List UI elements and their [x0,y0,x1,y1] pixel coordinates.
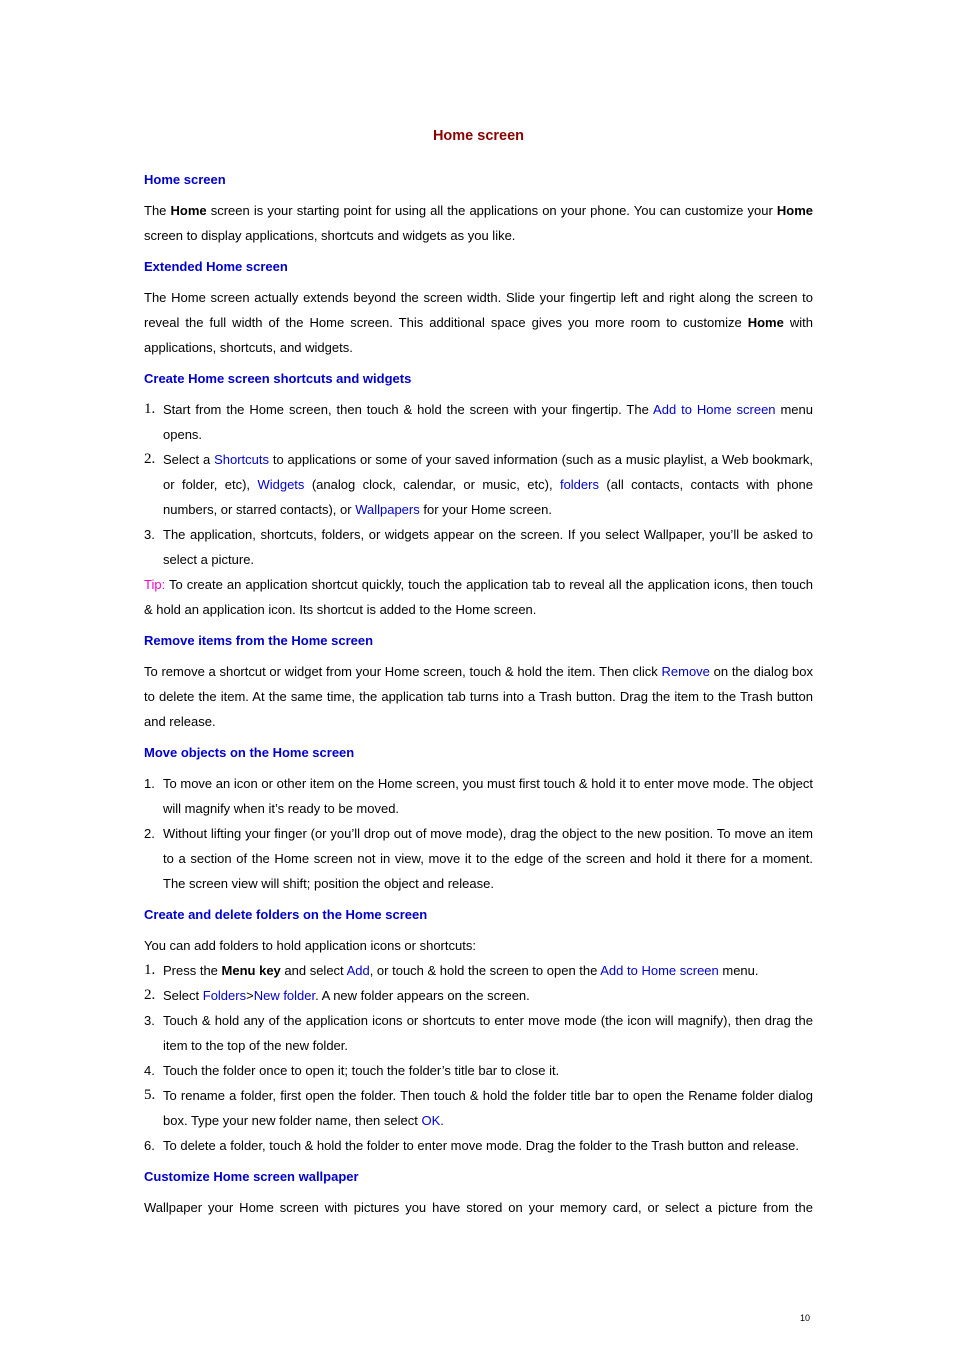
list-item [144,771,813,821]
list-number: 3. [144,527,155,542]
paragraph-folders-intro: You can add folders to hold application icons or shortcuts: [144,938,476,953]
list-number: 1. [144,401,156,417]
bold-text: Home [776,203,813,218]
section-heading-extended-home-screen: Extended Home screen [144,259,288,274]
text: . A new folder appears on the screen. [315,988,530,1003]
text: screen to display applications, shortcuts and widgets as you like. [144,228,516,243]
text: for your Home screen. [419,502,552,517]
link-remove[interactable]: Remove [661,664,710,679]
list-number: 1. [144,776,155,791]
section-heading-home-screen: Home screen [144,172,226,187]
bold-text: Home [747,315,784,330]
paragraph-customize-wallpaper: Wallpaper your Home screen with pictures you have stored on your memory card, or select a picture from the [144,1200,813,1215]
list-number: 2. [144,987,156,1003]
text: Touch the folder once to open it; touch the folder’s title bar to close it. [163,1063,560,1078]
text: To remove a shortcut or widget from your Home screen, touch & hold the item. Then click [144,664,662,679]
list-item [144,1058,813,1083]
text: screen is your starting point for using all the applications on your phone. You can customize your [206,203,777,218]
link-new-folder[interactable]: New folder [253,988,316,1003]
list-item [144,983,813,1008]
text: The application, shortcuts, folders, or widgets appear on the screen. If you select Wallpaper, you’ll be asked to select a picture. [163,527,813,567]
tip-paragraph [144,572,813,622]
list-item [144,397,813,447]
link-folders[interactable]: folders [559,477,599,492]
section-heading-remove-items: Remove items from the Home screen [144,633,374,648]
page-title: Home screen [432,128,525,144]
text: The [144,203,171,218]
text: To create an application shortcut quickly, touch the application tab to reveal all the application icons, then touch & hold an application icon. Its shortcut is added to the Home screen. [144,577,813,617]
list-number: 1. [144,962,156,978]
menu-link-add-to-home-screen[interactable]: Add to Home screen [653,402,776,417]
text: To move an icon or other item on the Home screen, you must first touch & hold it to enter move mode. The object will magnify when it’s ready to be moved. [163,776,813,816]
link-shortcuts[interactable]: Shortcuts [214,452,269,467]
bold-text: Home [170,203,207,218]
text: Start from the Home screen, then touch & hold the screen with your fingertip. The [163,402,654,417]
section-heading-create-shortcuts: Create Home screen shortcuts and widgets [144,371,412,386]
section-heading-customize-wallpaper: Customize Home screen wallpaper [144,1169,359,1184]
link-ok[interactable]: OK. [421,1113,444,1128]
list-item [144,1008,813,1058]
link-add[interactable]: Add [346,963,370,978]
list-number: 6. [144,1138,155,1153]
list-item [144,1133,813,1158]
section-heading-move-objects: Move objects on the Home screen [144,745,355,760]
link-widgets[interactable]: Widgets [257,477,305,492]
list-folders [144,958,813,1158]
text: with applications, shortcuts, and widgets. [144,315,813,355]
list-item [144,958,813,983]
list-item [144,821,813,896]
bold-text: Menu key [221,963,281,978]
section-heading-create-delete-folders: Create and delete folders on the Home screen [144,907,428,922]
list-number: 2. [144,451,156,467]
text: > [246,988,254,1003]
list-item [144,447,813,522]
text: Select a [163,452,215,467]
list-item [144,522,813,572]
text: and select [280,963,347,978]
text: to applications or some of your saved information (such as a music playlist, a Web bookmark, or folder, etc), [163,452,813,492]
list-number: 2. [144,826,155,841]
text: Select [163,988,203,1003]
list-number: 5. [144,1087,156,1103]
list-number: 3. [144,1013,155,1028]
paragraph-home-screen [144,198,813,248]
paragraph-remove-items [144,659,813,734]
page-number: 10 [800,1313,811,1323]
text: To rename a folder, first open the folder. Then touch & hold the folder title bar to open the Rename folder dialog box. Type your new folder name, then select [163,1088,813,1128]
list-create-shortcuts [144,397,813,572]
link-wallpapers[interactable]: Wallpapers [355,502,420,517]
list-item [144,1083,813,1133]
tip-label: Tip: [144,577,166,592]
menu-link-add-to-home-screen[interactable]: Add to Home screen [600,963,719,978]
paragraph-extended-home-screen [144,285,813,360]
link-folders[interactable]: Folders [202,988,247,1003]
text: Without lifting your finger (or you’ll drop out of move mode), drag the object to the new position. To move an item to a section of the Home screen not in view, move it to the edge of the screen and hold it there for a moment. The screen view will shift; position the object and release. [163,826,813,891]
document-page [144,124,813,1226]
text: , or touch & hold the screen to open the [369,963,601,978]
text: Touch & hold any of the application icons or shortcuts to enter move mode (the icon will magnify), then drag the item to the top of the new folder. [163,1013,813,1053]
text: (all contacts, contacts with phone numbers, or starred contacts), or [163,477,814,517]
text: menu. [718,963,759,978]
text: menu opens. [163,402,813,442]
text: on the dialog box to delete the item. At the same time, the application tab turns into a Trash button. Drag the item to the Trash button and release. [144,664,813,729]
text: The Home screen actually extends beyond the screen width. Slide your fingertip left and right along the screen to reveal the full width of the Home screen. This additional space gives you more room to customize [144,290,813,330]
text: (analog clock, calendar, or music, etc), [304,477,560,492]
list-number: 4. [144,1063,155,1078]
text: Press the [163,963,222,978]
list-move-objects [144,771,813,896]
text: To delete a folder, touch & hold the folder to enter move mode. Drag the folder to the Trash button and release. [163,1138,799,1153]
